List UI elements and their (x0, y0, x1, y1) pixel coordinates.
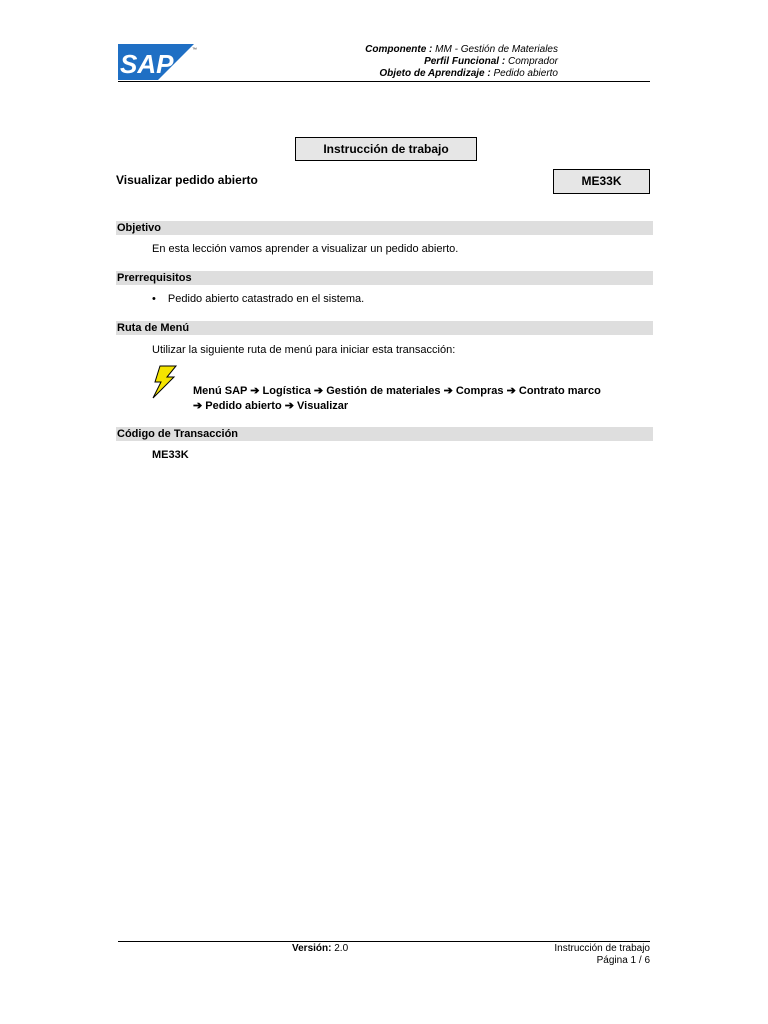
document-subtitle: Visualizar pedido abierto (116, 173, 258, 187)
version-label: Versión: (292, 943, 332, 954)
svg-text:SAP: SAP (120, 49, 174, 79)
section-heading-prerrequisitos: Prerrequisitos (116, 271, 653, 285)
objeto-value: Pedido abierto (493, 68, 558, 79)
section-heading-codigo: Código de Transacción (116, 427, 653, 441)
menu-step-visualizar: Visualizar (297, 400, 349, 412)
arrow-right-icon: ➔ (193, 400, 203, 412)
header-divider (118, 81, 650, 82)
footer-doc-type: Instrucción de trabajo (554, 943, 650, 954)
arrow-right-icon: ➔ (313, 385, 324, 397)
header-componente (365, 44, 558, 56)
menu-step-menu-sap: Menú SAP (193, 385, 248, 397)
menu-step-gestion: Gestión de materiales (326, 385, 441, 397)
menu-step-compras: Compras (455, 385, 504, 397)
arrow-right-icon: ➔ (250, 385, 260, 397)
arrow-right-icon: ➔ (284, 400, 294, 412)
footer-divider (118, 941, 650, 942)
objetivo-text: En esta lección vamos aprender a visualizar un pedido abierto. (152, 243, 459, 255)
sap-logo (118, 44, 198, 80)
transaction-code: ME33K (152, 449, 189, 461)
section-heading-objetivo: Objetivo (116, 221, 653, 235)
perfil-value: Comprador (507, 56, 558, 67)
bullet-list-item (152, 293, 364, 305)
arrow-right-icon: ➔ (443, 385, 453, 397)
footer-right (554, 943, 650, 967)
componente-label: Componente : (365, 44, 433, 55)
menu-path (193, 384, 648, 414)
header-objeto (379, 68, 558, 80)
perfil-label: Perfil Funcional : (424, 56, 506, 67)
section-heading-ruta: Ruta de Menú (116, 321, 653, 335)
prerrequisito-text: Pedido abierto catastrado en el sistema. (167, 293, 365, 305)
ruta-text: Utilizar la siguiente ruta de menú para iniciar esta transacción: (152, 344, 456, 356)
bullet-icon: • (152, 293, 156, 305)
footer-version (292, 943, 348, 954)
arrow-right-icon: ➔ (506, 385, 516, 397)
page-number: Página 1 / 6 (596, 955, 650, 966)
tcode-badge: ME33K (553, 169, 650, 194)
menu-step-contrato: Contrato marco (518, 385, 601, 397)
lightning-icon (150, 365, 180, 399)
page-title: Instrucción de trabajo (295, 137, 477, 161)
objeto-label: Objeto de Aprendizaje : (379, 68, 491, 79)
menu-step-pedido: Pedido abierto (205, 400, 282, 412)
menu-step-logistica: Logística (262, 385, 311, 397)
svg-text:™: ™ (192, 47, 197, 53)
componente-value: MM - Gestión de Materiales (435, 44, 558, 55)
version-value: 2.0 (334, 943, 349, 954)
header-perfil (424, 56, 558, 68)
